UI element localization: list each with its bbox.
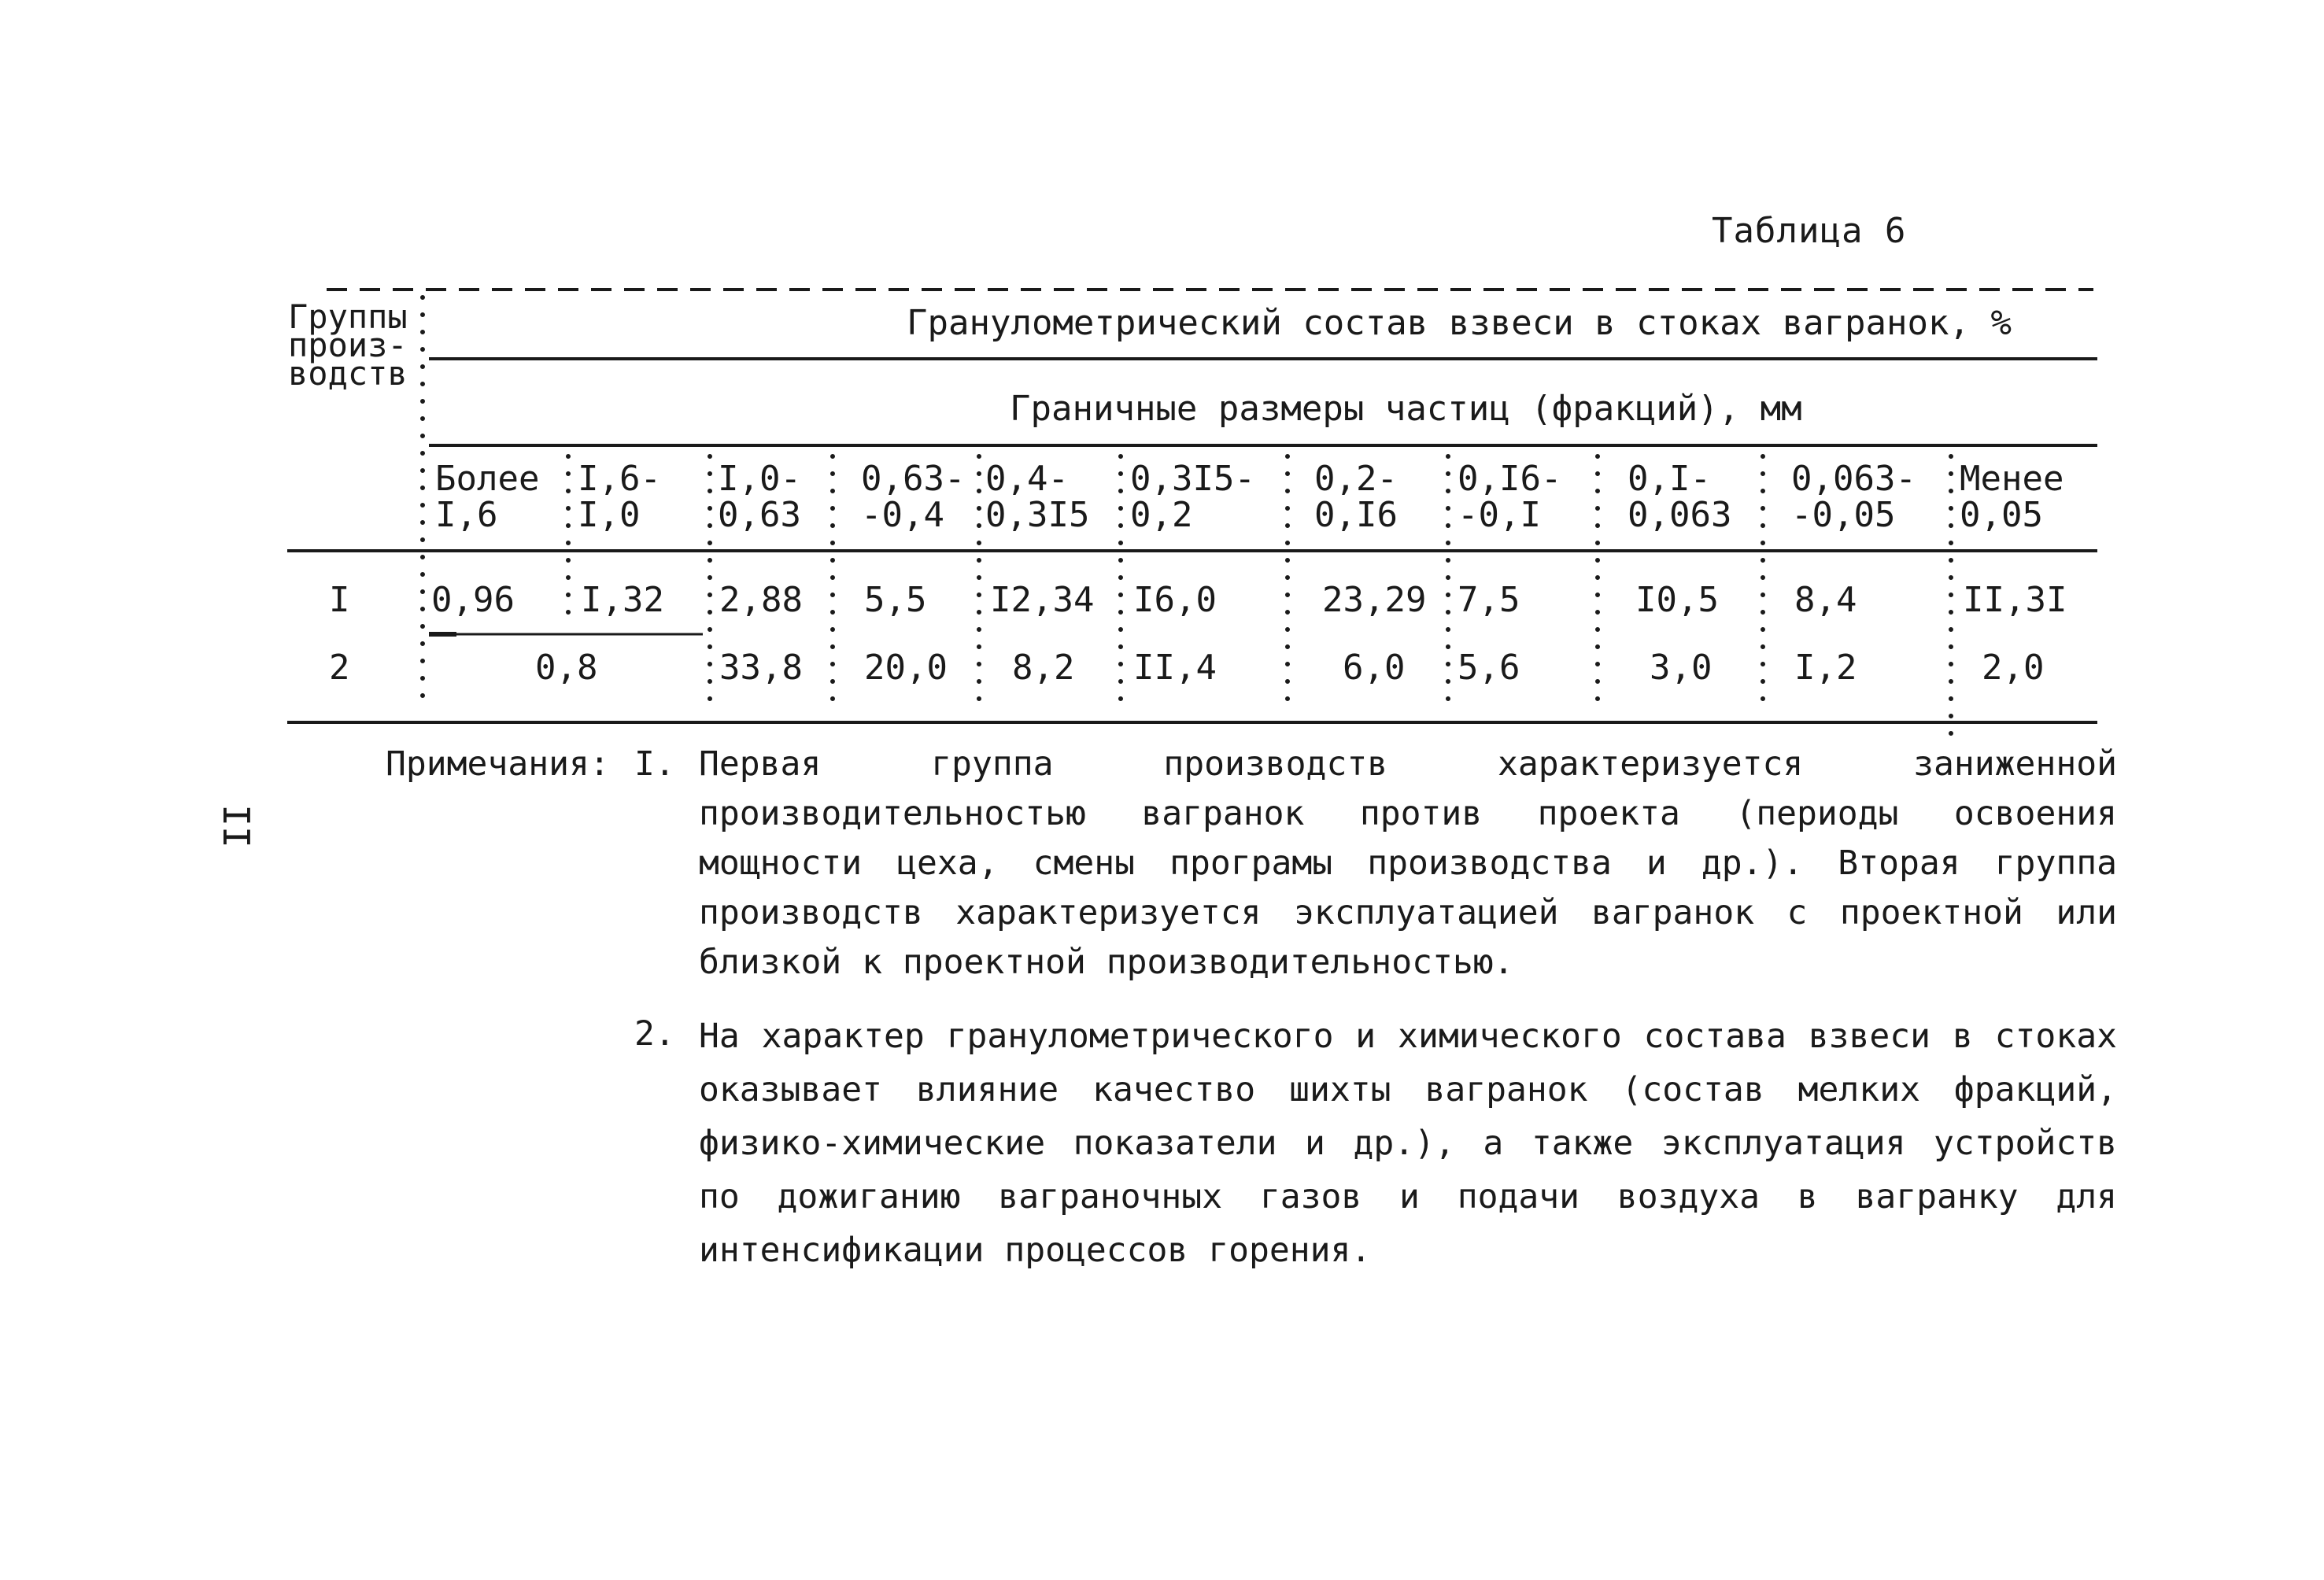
table-cell: I6,0 xyxy=(1133,580,1217,620)
main-header: Гранулометрический состав взвеси в стоках вагранок, % xyxy=(907,303,2012,343)
note-number: 2. xyxy=(634,1014,675,1054)
notes-section xyxy=(386,740,2117,1277)
table-cell-merged: 0,8 xyxy=(535,648,598,688)
fraction-header-line: 0,I- xyxy=(1628,459,1711,499)
fraction-header-line: I,0 xyxy=(578,495,641,535)
table-cell: II,3I xyxy=(1963,580,2067,620)
table-cell: 33,8 xyxy=(719,648,803,688)
stub-header-line: произ- xyxy=(288,326,408,364)
fraction-header xyxy=(578,461,661,533)
fraction-header-line: -0,05 xyxy=(1791,495,1896,535)
table-cell: 2,88 xyxy=(719,580,803,620)
fraction-header xyxy=(861,461,965,533)
note-item xyxy=(386,740,2117,988)
fraction-header-line: 0,063- xyxy=(1791,459,1916,499)
note-number: I. xyxy=(634,744,675,784)
fraction-header-line: 0,05 xyxy=(1960,495,2043,535)
stub-header-line: Группы xyxy=(288,297,408,336)
note-text: На характер гранулометрического и химического состава взвеси в стоках оказывает влияние качество шихты вагранок (состав мелких фракций, физико-химические показатели и др.), а также эксплуатация устройств по дожиганию ваграночных газов и подачи воздуха в вагранку для интенсификации процессов горения. xyxy=(699,1017,2117,1270)
granulometric-table xyxy=(0,0,2324,787)
note-item xyxy=(386,1010,2117,1277)
fraction-header xyxy=(1314,461,1398,533)
fraction-header-line: 0,2- xyxy=(1314,459,1398,499)
table-cell: I,2 xyxy=(1794,648,1857,688)
table-cell: I2,34 xyxy=(990,580,1095,620)
fraction-header-line: 0,I6 xyxy=(1314,495,1398,535)
fraction-header-line: 0,3I5 xyxy=(985,495,1090,535)
stub-header-line: водств xyxy=(288,354,408,393)
fraction-header-line: I,0- xyxy=(718,459,801,499)
sub-header: Граничные размеры частиц (фракций), мм xyxy=(1010,389,1802,429)
fraction-header-line: -0,4 xyxy=(861,495,944,535)
fraction-header xyxy=(985,461,1089,533)
table-cell: 5,5 xyxy=(864,580,927,620)
fraction-header-line: I,6- xyxy=(578,459,661,499)
fraction-header-line: 0,3I5- xyxy=(1130,459,1255,499)
fraction-header-line: -0,I xyxy=(1458,495,1541,535)
table-cell: 20,0 xyxy=(864,648,948,688)
table-cell: 23,29 xyxy=(1322,580,1427,620)
fraction-header-line: I,6 xyxy=(435,495,498,535)
table-cell: 0,96 xyxy=(431,580,515,620)
fraction-header xyxy=(718,461,801,533)
fraction-header-line: 0,I6- xyxy=(1458,459,1562,499)
fraction-header-line: 0,4- xyxy=(985,459,1069,499)
notes-heading: Примечания: xyxy=(386,744,610,784)
fraction-header-line: 0,063 xyxy=(1628,495,1732,535)
table-cell: I0,5 xyxy=(1635,580,1719,620)
fraction-header xyxy=(1458,461,1561,533)
fraction-header-line: 0,2 xyxy=(1130,495,1193,535)
table-cell: 5,6 xyxy=(1458,648,1520,688)
page-number: II xyxy=(215,804,257,848)
fraction-header-line: Более xyxy=(435,459,540,499)
fraction-header xyxy=(1791,461,1916,533)
table-label: Таблица 6 xyxy=(1712,211,1907,251)
fraction-header-line: 0,63 xyxy=(718,495,801,535)
table-cell: 6,0 xyxy=(1343,648,1406,688)
fraction-header xyxy=(435,461,539,533)
note-text: Первая группа производств характеризуется заниженной производительностью вагранок против проекта (периоды освоения мощности цеха, смены програмы производства и др.). Вторая группа производств характеризуется эксплуатацией вагранок с проектной или близкой к проектной производительностью. xyxy=(699,744,2117,982)
row-group-label: I xyxy=(329,580,350,620)
table-cell: 7,5 xyxy=(1458,580,1520,620)
fraction-header xyxy=(1130,461,1255,533)
fraction-header xyxy=(1628,461,1731,533)
table-cell: 2,0 xyxy=(1982,648,2045,688)
table-cell: I,32 xyxy=(581,580,664,620)
fraction-header-line: 0,63- xyxy=(861,459,966,499)
table-cell: II,4 xyxy=(1133,648,1217,688)
table-cell: 8,2 xyxy=(1012,648,1075,688)
stub-header xyxy=(288,297,408,393)
fraction-header-line: Менее xyxy=(1960,459,2064,499)
fraction-header xyxy=(1960,461,2064,533)
table-cell: 8,4 xyxy=(1794,580,1857,620)
row-group-label: 2 xyxy=(329,648,350,688)
table-cell: 3,0 xyxy=(1650,648,1713,688)
